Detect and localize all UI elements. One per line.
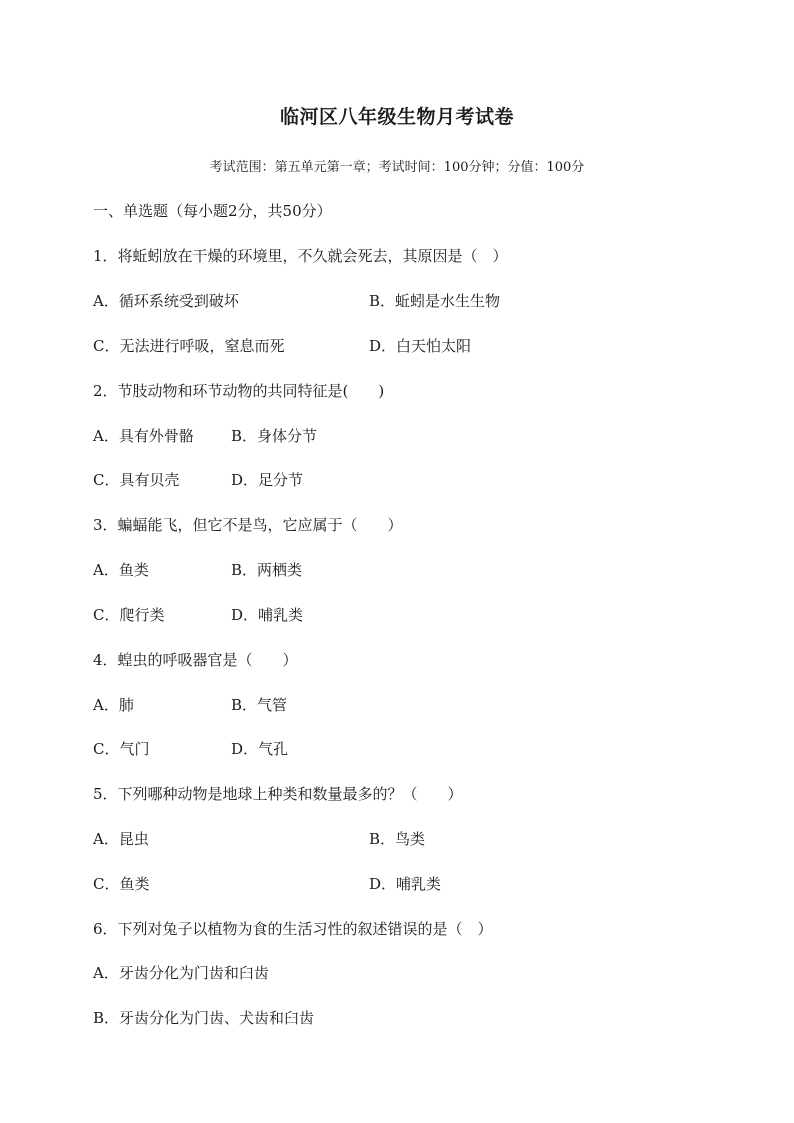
question-stem: 3．蝙蝠能飞，但它不是鸟，它应属于（ ） — [93, 516, 403, 534]
option-c: C．气门 — [93, 740, 150, 758]
question-stem: 2．节肢动物和环节动物的共同特征是( ) — [93, 382, 385, 400]
option-a: A．鱼类 — [93, 561, 149, 579]
option-d: D．哺乳类 — [231, 606, 304, 624]
section-heading: 一、单选题（每小题2分，共50分） — [93, 202, 332, 220]
option-c: C．具有贝壳 — [93, 471, 180, 489]
option-d: D．气孔 — [231, 740, 289, 758]
option-d: D．白天怕太阳 — [369, 337, 472, 355]
option-a: A．具有外骨骼 — [93, 427, 194, 445]
option-d: D．哺乳类 — [369, 875, 442, 893]
question-stem: 4．蝗虫的呼吸器官是（ ） — [93, 651, 298, 669]
question-stem: 5．下列哪种动物是地球上种类和数量最多的？（ ） — [93, 785, 463, 803]
option-c: C．鱼类 — [93, 875, 150, 893]
question-stem: 6．下列对兔子以植物为食的生活习性的叙述错误的是（ ） — [93, 920, 493, 938]
page-title: 临河区八年级生物月考试卷 — [279, 106, 514, 128]
option-b: B．蚯蚓是水生生物 — [369, 292, 501, 310]
option-c: C．无法进行呼吸，窒息而死 — [93, 337, 285, 355]
option-b: B．牙齿分化为门齿、犬齿和臼齿 — [93, 1009, 315, 1027]
option-c: C．爬行类 — [93, 606, 165, 624]
option-a: A．肺 — [93, 696, 134, 714]
option-d: D．足分节 — [231, 471, 304, 489]
option-a: A．昆虫 — [93, 830, 149, 848]
question-stem: 1．将蚯蚓放在干燥的环境里，不久就会死去，其原因是（ ） — [93, 247, 508, 265]
option-b: B．鸟类 — [369, 830, 426, 848]
option-b: B．两栖类 — [231, 561, 303, 579]
exam-info: 考试范围：第五单元第一章；考试时间：100分钟；分值：100分 — [209, 160, 585, 175]
option-b: B．身体分节 — [231, 427, 318, 445]
option-b: B．气管 — [231, 696, 288, 714]
option-a: A．循环系统受到破坏 — [93, 292, 239, 310]
option-a: A．牙齿分化为门齿和臼齿 — [93, 964, 269, 982]
